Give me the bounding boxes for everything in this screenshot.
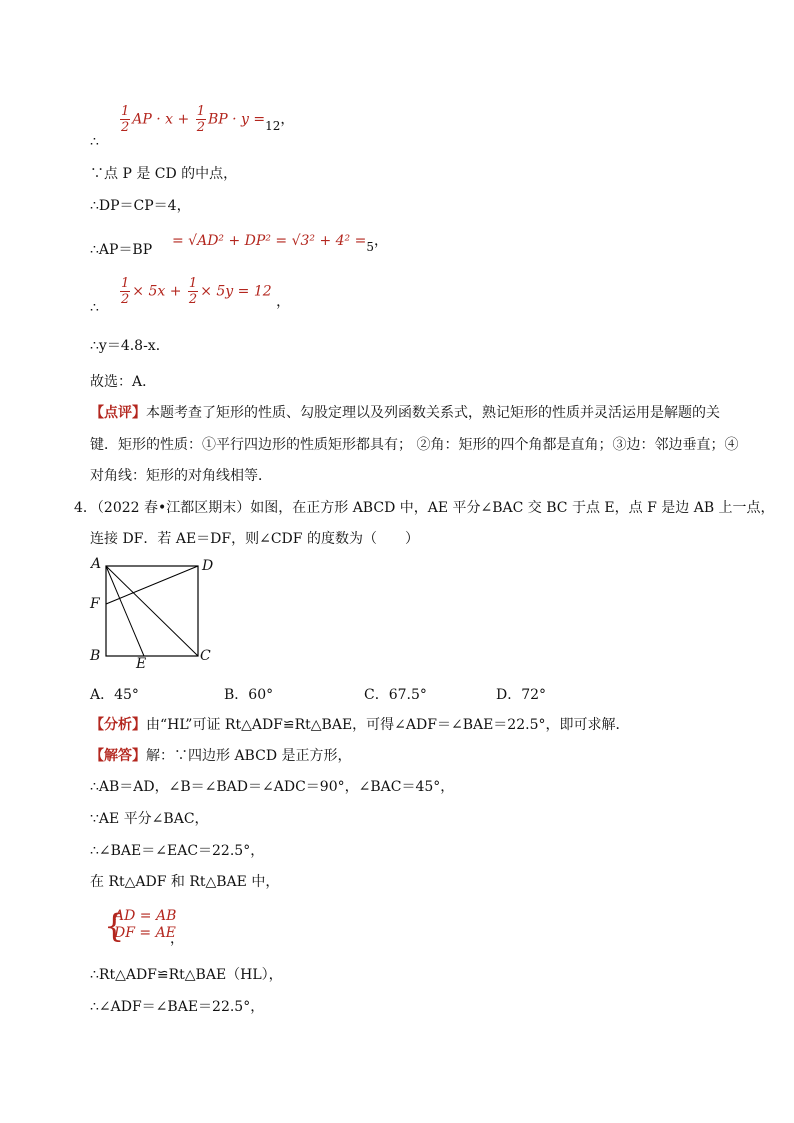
- dp-cp-statement: ∴DP＝CP＝4，: [90, 198, 191, 214]
- solution-line-5: 在 Rt△ADF 和 Rt△BAE 中，: [90, 874, 280, 890]
- y-result: ∴y＝4.8-x．: [90, 338, 170, 354]
- therefore-symbol: ∴: [90, 134, 99, 150]
- fraction-half: $\frac{1}{2}$: [121, 104, 130, 135]
- choice-a[interactable]: A．45°: [90, 687, 139, 703]
- solution-line-2: ∴AB＝AD，∠B＝∠BAD＝∠ADC＝90°，∠BAC＝45°，: [90, 779, 455, 795]
- solution-line-7: ∴∠ADF＝∠BAE＝22.5°，: [90, 999, 265, 1015]
- left-brace: {: [104, 907, 125, 945]
- comment-line-2: 键．矩形的性质：①平行四边形的性质矩形都具有； ②角：矩形的四个角都是直角；③边：邻边垂直；④: [90, 437, 739, 453]
- choice-d[interactable]: D．72°: [496, 687, 547, 703]
- vertex-label-c: C: [200, 648, 211, 664]
- therefore-symbol: ∴: [90, 300, 99, 316]
- fraction-half: $\frac{1}{2}$: [188, 276, 198, 307]
- square-figure: [86, 556, 216, 674]
- pythagoras-expression: = √AD² + DP² = √3² + 4² =5，: [172, 233, 388, 254]
- answer-choice-statement: 故选：A．: [90, 374, 157, 390]
- comment-line-3: 对角线：矩形的对角线相等．: [90, 468, 272, 484]
- question-4-line-2: 连接 DF．若 AE＝DF，则∠CDF 的度数为（ ）: [90, 531, 419, 547]
- system-comma: ，: [170, 931, 184, 947]
- vertex-label-d: D: [202, 558, 214, 574]
- vertex-label-a: A: [91, 556, 102, 572]
- solution-line-3: ∵AE 平分∠BAC，: [90, 811, 209, 827]
- square-diagram: [86, 556, 216, 674]
- comment-line-1: 【点评】本题考查了矩形的性质、勾股定理以及列函数关系式，熟记矩形的性质并灵活运用是解题的关: [90, 405, 720, 421]
- diagonal-ac: [106, 566, 198, 656]
- eq-line-1: [90, 120, 99, 150]
- fraction-half: $\frac{1}{2}$: [196, 104, 205, 135]
- eq-line-5: [90, 298, 99, 318]
- solution-line-4: ∴∠BAE＝∠EAC＝22.5°，: [90, 843, 265, 859]
- system-row-2: DF = AE: [114, 925, 176, 941]
- segment-df: [106, 566, 198, 604]
- fraction-half: $\frac{1}{2}$: [121, 276, 130, 307]
- area-equation: $\frac{1}{2}$ AP · x + $\frac{1}{2}$ BP · y =12，: [121, 104, 295, 135]
- choice-c[interactable]: C．67.5°: [364, 687, 427, 703]
- solution-tag: 【解答】: [90, 748, 146, 764]
- segment-ae: [106, 566, 144, 656]
- question-4-line-1: 4．（2022 春•江都区期末）如图，在正方形 ABCD 中，AE 平分∠BAC 交 BC 于点 E，点 F 是边 AB 上一点，: [74, 500, 775, 516]
- analysis-line: 【分析】由“HL”可证 Rt△ADF≌Rt△BAE，可得∠ADF＝∠BAE＝22.5°，即可求解．: [90, 717, 630, 733]
- midpoint-statement: ∵点 P 是 CD 的中点，: [90, 166, 238, 182]
- point-label-e: E: [136, 656, 147, 672]
- comment-tag: 【点评】: [90, 405, 146, 421]
- choice-b[interactable]: B．60°: [224, 687, 274, 703]
- ap-bp-prefix: ∴AP＝BP: [90, 242, 153, 258]
- point-label-f: F: [90, 596, 100, 612]
- area-equation-substituted: $\frac{1}{2}$ × 5x + $\frac{1}{2}$ × 5y = 12 ，: [121, 276, 291, 310]
- vertex-label-b: B: [90, 648, 101, 664]
- system-row-1: AD = AB: [114, 908, 177, 924]
- solution-line-1: 【解答】解：∵四边形 ABCD 是正方形，: [90, 748, 352, 764]
- solution-line-6: ∴Rt△ADF≌Rt△BAE（HL），: [90, 967, 283, 983]
- analysis-tag: 【分析】: [90, 717, 146, 733]
- equation-system: [104, 907, 177, 945]
